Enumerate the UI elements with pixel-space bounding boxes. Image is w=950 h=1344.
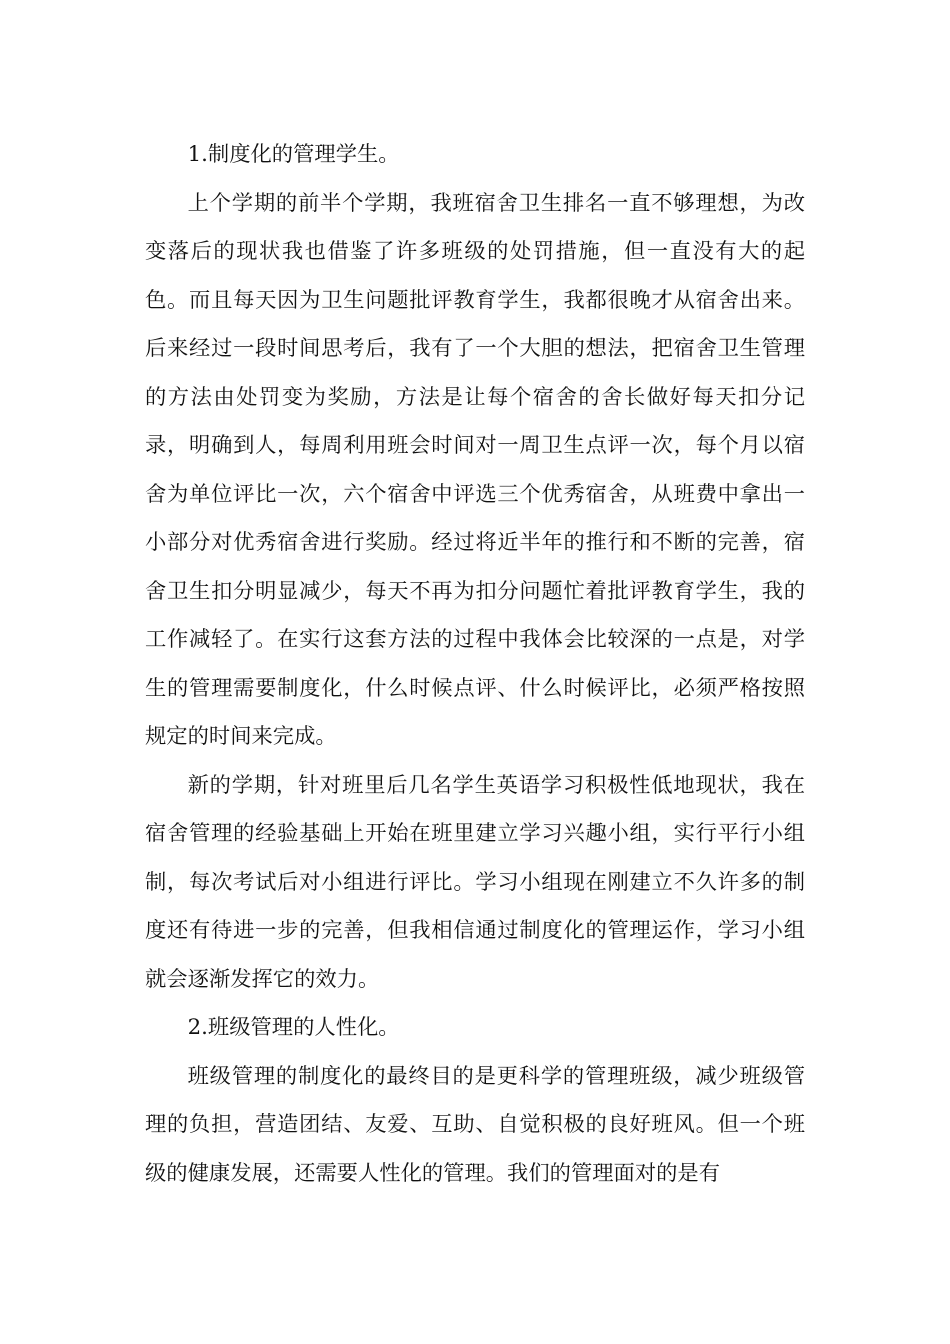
document-body <box>145 131 805 1198</box>
paragraph-study-group: 新的学期，针对班里后几名学生英语学习积极性低地现状，我在宿舍管理的经验基础上开始在班里建立学习兴趣小组，实行平行小组制，每次考试后对小组进行评比。学习小组现在刚建立不久许多的制度还有待进一步的完善，但我相信通过制度化的管理运作，学习小组就会逐渐发挥它的效力。 <box>145 772 805 992</box>
section-heading-1: 1.制度化的管理学生。 <box>187 142 400 167</box>
paragraph-humanized: 班级管理的制度化的最终目的是更科学的管理班级，减少班级管理的负担，营造团结、友爱、互助、自觉积极的良好班风。但一个班级的健康发展，还需要人性化的管理。我们的管理面对的是有 <box>145 1063 805 1186</box>
section-heading-2: 2.班级管理的人性化。 <box>187 1015 400 1040</box>
paragraph-dormitory: 上个学期的前半个学期，我班宿舍卫生排名一直不够理想，为改变落后的现状我也借鉴了许多班级的处罚措施，但一直没有大的起色。而且每天因为卫生问题批评教育学生，我都很晚才从宿舍出来。后来经过一段时间思考后，我有了一个大胆的想法，把宿舍卫生管理的方法由处罚变为奖励，方法是让每个宿舍的舍长做好每天扣分记录，明确到人，每周利用班会时间对一周卫生点评一次，每个月以宿舍为单位评比一次，六个宿舍中评选三个优秀宿舍，从班费中拿出一小部分对优秀宿舍进行奖励。经过将近半年的推行和不断的完善，宿舍卫生扣分明显减少，每天不再为扣分问题忙着批评教育学生，我的工作减轻了。在实行这套方法的过程中我体会比较深的一点是，对学生的管理需要制度化，什么时候点评、什么时候评比，必须严格按照规定的时间来完成。 <box>145 190 805 749</box>
